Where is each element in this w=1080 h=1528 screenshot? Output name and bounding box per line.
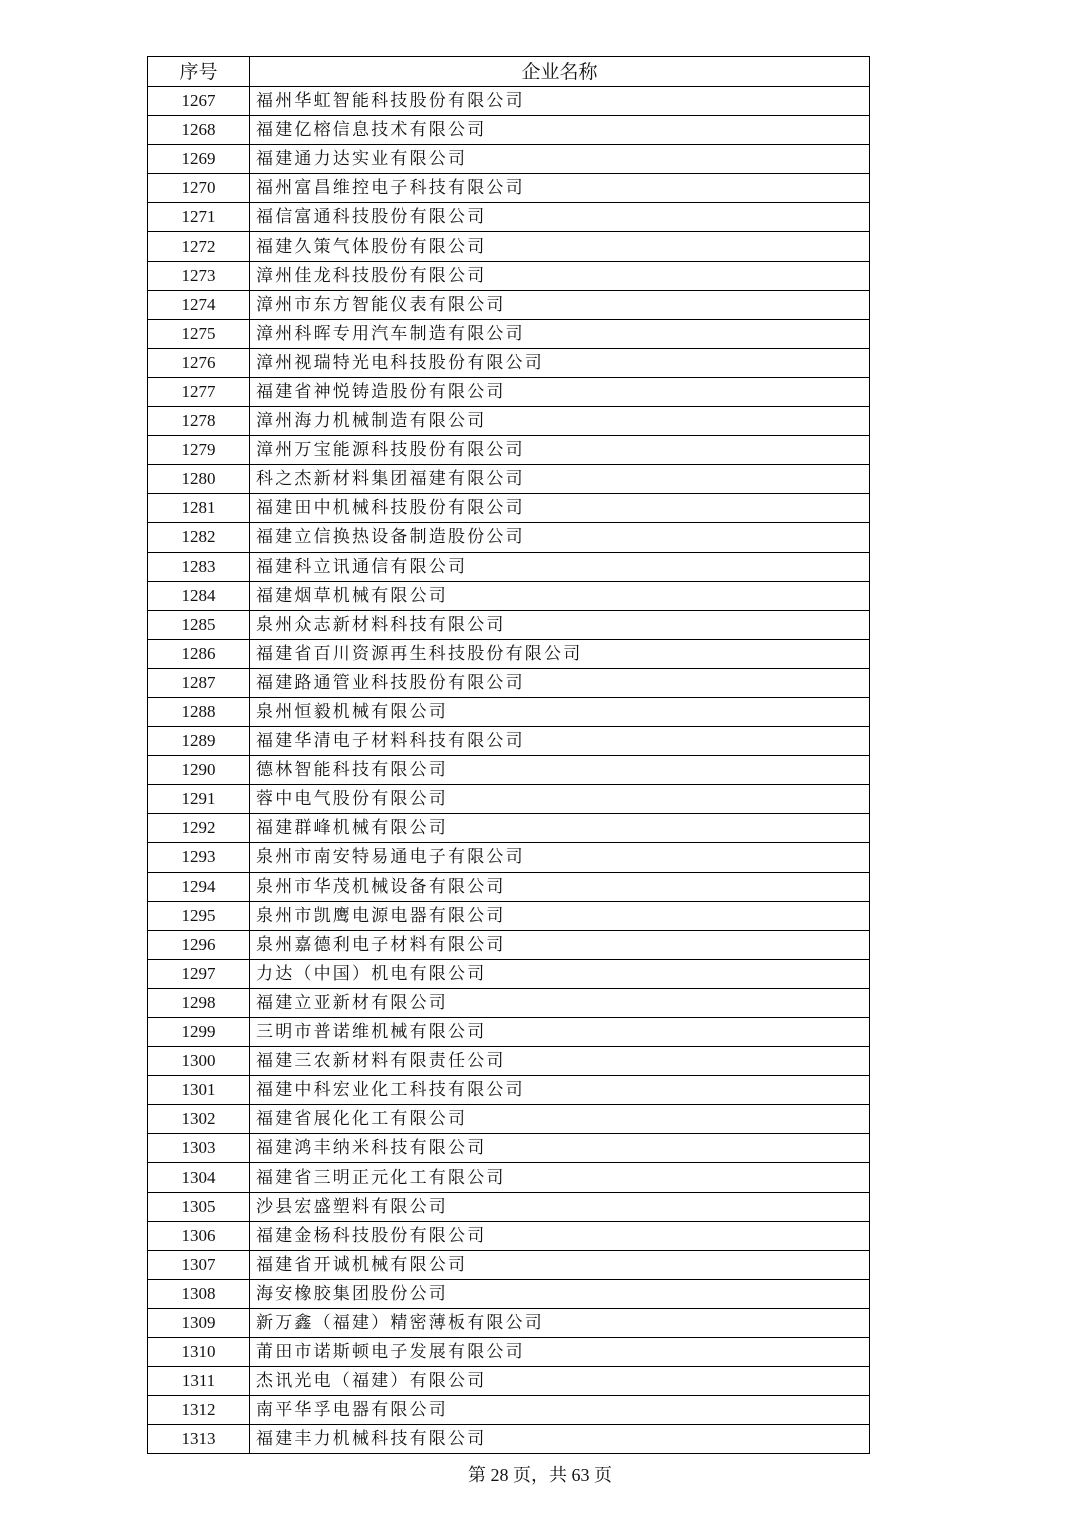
company-name-cell: 漳州科晖专用汽车制造有限公司 <box>250 319 870 348</box>
serial-number-cell: 1298 <box>148 988 250 1017</box>
table-row <box>148 697 870 726</box>
company-name-cell: 福州富昌维控电子科技有限公司 <box>250 174 870 203</box>
company-name-cell: 福建科立讯通信有限公司 <box>250 552 870 581</box>
serial-number-cell: 1283 <box>148 552 250 581</box>
serial-number-cell: 1276 <box>148 348 250 377</box>
table-row <box>148 1192 870 1221</box>
serial-number-cell: 1307 <box>148 1250 250 1279</box>
table-row <box>148 116 870 145</box>
company-name-cell: 福建鸿丰纳米科技有限公司 <box>250 1134 870 1163</box>
table-row <box>148 1338 870 1367</box>
column-header-company-name: 企业名称 <box>250 57 870 87</box>
company-name-cell: 福建田中机械科技股份有限公司 <box>250 494 870 523</box>
serial-number-cell: 1303 <box>148 1134 250 1163</box>
serial-number-cell: 1310 <box>148 1338 250 1367</box>
serial-number-cell: 1284 <box>148 581 250 610</box>
company-name-cell: 海安橡胶集团股份公司 <box>250 1279 870 1308</box>
page-number: 第 28 页，共 63 页 <box>468 1465 612 1485</box>
serial-number-cell: 1296 <box>148 930 250 959</box>
table-row <box>148 319 870 348</box>
table-row <box>148 1279 870 1308</box>
company-name-cell: 漳州万宝能源科技股份有限公司 <box>250 436 870 465</box>
company-name-cell: 杰讯光电（福建）有限公司 <box>250 1367 870 1396</box>
company-name-cell: 福建省百川资源再生科技股份有限公司 <box>250 639 870 668</box>
company-name-cell: 科之杰新材料集团福建有限公司 <box>250 465 870 494</box>
company-name-cell: 福信富通科技股份有限公司 <box>250 203 870 232</box>
table-row <box>148 377 870 406</box>
company-name-cell: 漳州海力机械制造有限公司 <box>250 407 870 436</box>
table-row <box>148 872 870 901</box>
serial-number-cell: 1297 <box>148 959 250 988</box>
serial-number-cell: 1279 <box>148 436 250 465</box>
serial-number-cell: 1275 <box>148 319 250 348</box>
enterprise-table <box>147 56 870 1454</box>
table-row <box>148 145 870 174</box>
serial-number-cell: 1299 <box>148 1018 250 1047</box>
serial-number-cell: 1295 <box>148 901 250 930</box>
table-row <box>148 203 870 232</box>
table-row <box>148 1076 870 1105</box>
company-name-cell: 福建省展化化工有限公司 <box>250 1105 870 1134</box>
company-name-cell: 福建金杨科技股份有限公司 <box>250 1221 870 1250</box>
serial-number-cell: 1270 <box>148 174 250 203</box>
table-row <box>148 261 870 290</box>
company-name-cell: 福建华清电子材料科技有限公司 <box>250 727 870 756</box>
table-row <box>148 814 870 843</box>
serial-number-cell: 1311 <box>148 1367 250 1396</box>
table-row <box>148 581 870 610</box>
company-name-cell: 福建久策气体股份有限公司 <box>250 232 870 261</box>
company-name-cell: 蓉中电气股份有限公司 <box>250 785 870 814</box>
company-name-cell: 福建丰力机械科技有限公司 <box>250 1425 870 1454</box>
company-name-cell: 漳州市东方智能仪表有限公司 <box>250 290 870 319</box>
serial-number-cell: 1282 <box>148 523 250 552</box>
table-row <box>148 785 870 814</box>
company-name-cell: 福建立信换热设备制造股份公司 <box>250 523 870 552</box>
table-row <box>148 959 870 988</box>
serial-number-cell: 1290 <box>148 756 250 785</box>
serial-number-cell: 1268 <box>148 116 250 145</box>
table-row <box>148 668 870 697</box>
company-name-cell: 福建省开诚机械有限公司 <box>250 1250 870 1279</box>
serial-number-cell: 1308 <box>148 1279 250 1308</box>
table-row <box>148 523 870 552</box>
company-name-cell: 力达（中国）机电有限公司 <box>250 959 870 988</box>
serial-number-cell: 1281 <box>148 494 250 523</box>
table-row <box>148 174 870 203</box>
company-name-cell: 三明市普诺维机械有限公司 <box>250 1018 870 1047</box>
serial-number-cell: 1278 <box>148 407 250 436</box>
table-row <box>148 1396 870 1425</box>
company-name-cell: 福建群峰机械有限公司 <box>250 814 870 843</box>
company-name-cell: 泉州众志新材料科技有限公司 <box>250 610 870 639</box>
company-name-cell: 泉州市南安特易通电子有限公司 <box>250 843 870 872</box>
company-name-cell: 福建省三明正元化工有限公司 <box>250 1163 870 1192</box>
serial-number-cell: 1287 <box>148 668 250 697</box>
table-row <box>148 87 870 116</box>
serial-number-cell: 1293 <box>148 843 250 872</box>
table-row <box>148 1105 870 1134</box>
company-name-cell: 泉州市凯鹰电源电器有限公司 <box>250 901 870 930</box>
table-row <box>148 407 870 436</box>
company-name-cell: 漳州佳龙科技股份有限公司 <box>250 261 870 290</box>
company-name-cell: 泉州市华茂机械设备有限公司 <box>250 872 870 901</box>
table-row <box>148 988 870 1017</box>
table-row <box>148 610 870 639</box>
company-name-cell: 福建省神悦铸造股份有限公司 <box>250 377 870 406</box>
company-name-cell: 泉州嘉德利电子材料有限公司 <box>250 930 870 959</box>
table-body <box>148 87 870 1454</box>
company-name-cell: 福建亿榕信息技术有限公司 <box>250 116 870 145</box>
company-name-cell: 漳州视瑞特光电科技股份有限公司 <box>250 348 870 377</box>
table-row <box>148 1425 870 1454</box>
table-row <box>148 1018 870 1047</box>
serial-number-cell: 1267 <box>148 87 250 116</box>
serial-number-cell: 1272 <box>148 232 250 261</box>
table-row <box>148 1134 870 1163</box>
company-name-cell: 福建烟草机械有限公司 <box>250 581 870 610</box>
table-row <box>148 1047 870 1076</box>
company-name-cell: 泉州恒毅机械有限公司 <box>250 697 870 726</box>
column-header-serial: 序号 <box>148 57 250 87</box>
table-row <box>148 232 870 261</box>
company-name-cell: 德林智能科技有限公司 <box>250 756 870 785</box>
company-name-cell: 福建中科宏业化工科技有限公司 <box>250 1076 870 1105</box>
serial-number-cell: 1306 <box>148 1221 250 1250</box>
table-row <box>148 1367 870 1396</box>
table-row <box>148 465 870 494</box>
table-row <box>148 1163 870 1192</box>
serial-number-cell: 1300 <box>148 1047 250 1076</box>
company-name-cell: 福建通力达实业有限公司 <box>250 145 870 174</box>
serial-number-cell: 1271 <box>148 203 250 232</box>
table-row <box>148 1308 870 1337</box>
table-row <box>148 901 870 930</box>
serial-number-cell: 1302 <box>148 1105 250 1134</box>
serial-number-cell: 1273 <box>148 261 250 290</box>
company-name-cell: 福建三农新材料有限责任公司 <box>250 1047 870 1076</box>
company-name-cell: 沙县宏盛塑料有限公司 <box>250 1192 870 1221</box>
company-name-cell: 南平华孚电器有限公司 <box>250 1396 870 1425</box>
serial-number-cell: 1277 <box>148 377 250 406</box>
serial-number-cell: 1305 <box>148 1192 250 1221</box>
table-row <box>148 639 870 668</box>
serial-number-cell: 1280 <box>148 465 250 494</box>
table-row <box>148 930 870 959</box>
table-row <box>148 436 870 465</box>
table-row <box>148 1221 870 1250</box>
table-row <box>148 552 870 581</box>
table-header-row <box>148 57 870 87</box>
serial-number-cell: 1304 <box>148 1163 250 1192</box>
company-name-cell: 新万鑫（福建）精密薄板有限公司 <box>250 1308 870 1337</box>
serial-number-cell: 1294 <box>148 872 250 901</box>
company-name-cell: 福建立亚新材有限公司 <box>250 988 870 1017</box>
serial-number-cell: 1309 <box>148 1308 250 1337</box>
table-row <box>148 1250 870 1279</box>
serial-number-cell: 1301 <box>148 1076 250 1105</box>
table-row <box>148 348 870 377</box>
table-row <box>148 727 870 756</box>
serial-number-cell: 1286 <box>148 639 250 668</box>
serial-number-cell: 1292 <box>148 814 250 843</box>
company-name-cell: 莆田市诺斯顿电子发展有限公司 <box>250 1338 870 1367</box>
company-name-cell: 福州华虹智能科技股份有限公司 <box>250 87 870 116</box>
serial-number-cell: 1289 <box>148 727 250 756</box>
serial-number-cell: 1274 <box>148 290 250 319</box>
serial-number-cell: 1313 <box>148 1425 250 1454</box>
serial-number-cell: 1285 <box>148 610 250 639</box>
table-row <box>148 290 870 319</box>
serial-number-cell: 1269 <box>148 145 250 174</box>
serial-number-cell: 1291 <box>148 785 250 814</box>
serial-number-cell: 1288 <box>148 697 250 726</box>
company-name-cell: 福建路通管业科技股份有限公司 <box>250 668 870 697</box>
serial-number-cell: 1312 <box>148 1396 250 1425</box>
table-row <box>148 756 870 785</box>
table-row <box>148 494 870 523</box>
table-row <box>148 843 870 872</box>
